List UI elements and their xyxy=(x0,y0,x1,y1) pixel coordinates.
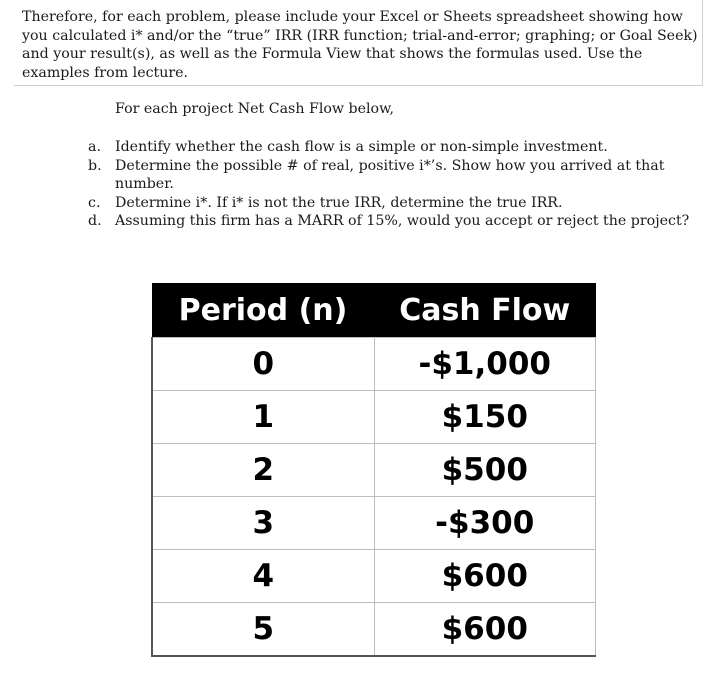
cash-flow-cell: -$300 xyxy=(374,497,596,550)
task-marker: d. xyxy=(88,213,102,230)
task-marker: c. xyxy=(88,194,101,211)
table-row xyxy=(152,603,596,657)
lead-sentence: For each project Net Cash Flow below, xyxy=(115,101,395,117)
instructions-box xyxy=(14,0,703,86)
period-cell: 0 xyxy=(152,338,374,391)
task-item xyxy=(88,138,698,157)
cash-flow-cell: $600 xyxy=(374,550,596,603)
task-text: Identify whether the cash flow is a simple or non-simple investment. xyxy=(115,139,608,155)
table-row xyxy=(152,338,596,391)
table-row xyxy=(152,497,596,550)
cash-flow-cell: $150 xyxy=(374,391,596,444)
cash-flow-column-header: Cash Flow xyxy=(374,283,596,338)
period-cell: 1 xyxy=(152,391,374,444)
table-row xyxy=(152,550,596,603)
task-text: Determine the possible # of real, positive i*’s. Show how you arrived at that number. xyxy=(115,157,665,193)
task-item xyxy=(88,194,698,213)
cash-flow-cell: -$1,000 xyxy=(374,338,596,391)
task-text: Determine i*. If i* is not the true IRR, determine the true IRR. xyxy=(115,194,563,211)
cash-flow-cell: $600 xyxy=(374,603,596,657)
cash-flow-cell: $500 xyxy=(374,444,596,497)
table-header-row xyxy=(152,283,596,338)
period-cell: 4 xyxy=(152,550,374,603)
task-text: Assuming this firm has a MARR of 15%, would you accept or reject the project? xyxy=(115,213,690,230)
period-cell: 3 xyxy=(152,497,374,550)
table-row xyxy=(152,391,596,444)
table-row xyxy=(152,444,596,497)
cash-flow-table xyxy=(151,283,596,657)
task-list xyxy=(88,138,698,231)
period-cell: 2 xyxy=(152,444,374,497)
task-item xyxy=(88,157,698,194)
instructions-text: Therefore, for each problem, please include your Excel or Sheets spreadsheet showing how you calculated i* and/or the “true” IRR (IRR function; trial-and-error; graphing; or Goal Seek) and your result(s), as well as the Formula View that shows the formulas used. Use the examples from lecture. xyxy=(22,9,698,81)
task-marker: b. xyxy=(88,157,102,174)
task-marker: a. xyxy=(88,139,101,155)
period-cell: 5 xyxy=(152,603,374,657)
task-item xyxy=(88,212,698,231)
period-column-header: Period (n) xyxy=(152,283,374,338)
